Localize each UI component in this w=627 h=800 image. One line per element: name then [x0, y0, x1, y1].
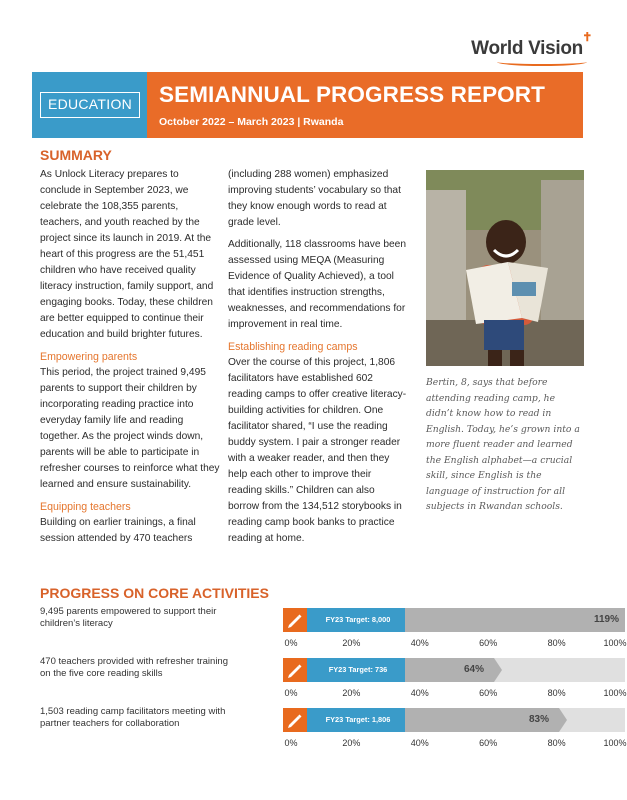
axis-tick-label: 60%	[479, 738, 498, 748]
axis-tick-label: 40%	[410, 638, 429, 648]
target-label: FY23 Target: 736	[328, 665, 388, 674]
target-label: FY23 Target: 8,000	[325, 615, 391, 624]
progress-fill-arrow	[494, 658, 502, 682]
cross-icon: ✝	[582, 30, 592, 44]
axis-tick-label: 80%	[547, 688, 566, 698]
category-label: EDUCATION	[40, 92, 140, 118]
teachers-text-continued: (including 288 women) emphasized improving students’ vocabulary so that they know enough words to read at grade level.	[228, 169, 401, 228]
axis-ticks	[283, 688, 625, 700]
axis-tick-label: 0%	[284, 738, 298, 748]
progress-heading: PROGRESS ON CORE ACTIVITIES	[40, 585, 269, 601]
summary-column-1	[40, 167, 220, 553]
progress-track	[283, 608, 625, 632]
progress-row-label: 9,495 parents empowered to support their children’s literacy	[40, 606, 217, 629]
axis-tick-label: 100%	[603, 738, 627, 748]
progress-track	[283, 708, 625, 732]
summary-column-2	[228, 167, 408, 553]
axis-tick-label: 60%	[479, 688, 498, 698]
progress-track	[283, 658, 625, 682]
percent-label: 83%	[529, 714, 550, 725]
photo-illustration	[426, 170, 584, 366]
camps-heading: Establishing reading camps	[228, 341, 358, 353]
axis-ticks	[283, 638, 625, 650]
camps-text: Over the course of this project, 1,806 facilitators have established 602 reading camps to offer creative literacy-building activities for children. One facilitator shared, “I use the reading buddy system. I pair a stronger reader with a weaker reader, and then they help each other to improve their reading skills.” Children can also borrow from the 134,512 storybooks in reading camp book banks to practice reading at home.	[228, 357, 407, 544]
report-subtitle: October 2022 – March 2023 | Rwanda	[159, 116, 344, 128]
meqa-text: Additionally, 118 classrooms have been assessed using MEQA (Measuring Evidence of Quality Achieved), a tool that identifies instruction strengths, weaknesses, and recommendations for improvement in real time.	[228, 239, 407, 330]
progress-row	[40, 706, 627, 756]
teachers-heading: Equipping teachers	[40, 501, 131, 513]
progress-row	[40, 606, 627, 656]
teachers-text: Building on earlier trainings, a final session attended by 470 teachers	[40, 517, 196, 544]
axis-tick-label: 20%	[342, 638, 361, 648]
axis-tick-label: 100%	[603, 688, 627, 698]
axis-tick-label: 80%	[547, 638, 566, 648]
progress-fill-arrow	[559, 708, 567, 732]
axis-tick-label: 20%	[342, 688, 361, 698]
summary-heading: SUMMARY	[40, 147, 112, 163]
progress-row-label: 470 teachers provided with refresher training on the five core reading skills	[40, 656, 228, 679]
axis-tick-label: 0%	[284, 638, 298, 648]
child-reading-photo	[426, 170, 584, 366]
axis-tick-label: 40%	[410, 738, 429, 748]
target-label: FY23 Target: 1,806	[325, 715, 391, 724]
world-vision-logo	[471, 30, 592, 60]
photo-caption: Bertin, 8, says that before attending reading camp, he didn’t know how to read in English. Today, he’s grown into a more fluent reader and learned the English alphabet—a crucial skill, since English is the language of instruction for all subjects in Rwandan schools.	[426, 377, 580, 512]
summary-intro: As Unlock Literacy prepares to conclude in September 2023, we celebrate the 108,355 parents, teachers, and youth reached by the project since its launch in 2019. At the heart of this progress are the 51,451 children who have received quality literacy instruction, family support, and engaging books. Today, these children are better equipped to continue their education and build brighter futures.	[40, 169, 214, 340]
axis-tick-label: 40%	[410, 688, 429, 698]
parents-heading: Empowering parents	[40, 351, 138, 363]
percent-label: 64%	[464, 664, 485, 675]
axis-tick-label: 0%	[284, 688, 298, 698]
pencil-icon	[283, 608, 307, 632]
logo-text: World Vision	[471, 38, 583, 59]
axis-ticks	[283, 738, 625, 750]
pencil-icon	[283, 708, 307, 732]
axis-tick-label: 80%	[547, 738, 566, 748]
pencil-icon	[283, 658, 307, 682]
axis-tick-label: 20%	[342, 738, 361, 748]
logo-arc	[497, 58, 587, 66]
title-banner	[147, 72, 583, 138]
axis-tick-label: 60%	[479, 638, 498, 648]
percent-label: 119%	[593, 614, 619, 625]
progress-row-label: 1,503 reading camp facilitators meeting with partner teachers for collaboration	[40, 706, 226, 729]
target-bar	[283, 658, 405, 682]
axis-tick-label: 100%	[603, 638, 627, 648]
target-bar	[283, 608, 405, 632]
report-title: SEMIANNUAL PROGRESS REPORT	[159, 82, 545, 107]
progress-row	[40, 656, 627, 706]
parents-text: This period, the project trained 9,495 parents to support their children by incorporating reading practice into everyday family life and reading together. As the project winds down, parents will be able to participate in refresher courses to reinforce what they learned and ensure sustainability.	[40, 367, 220, 490]
target-bar	[283, 708, 405, 732]
category-banner	[32, 72, 147, 138]
